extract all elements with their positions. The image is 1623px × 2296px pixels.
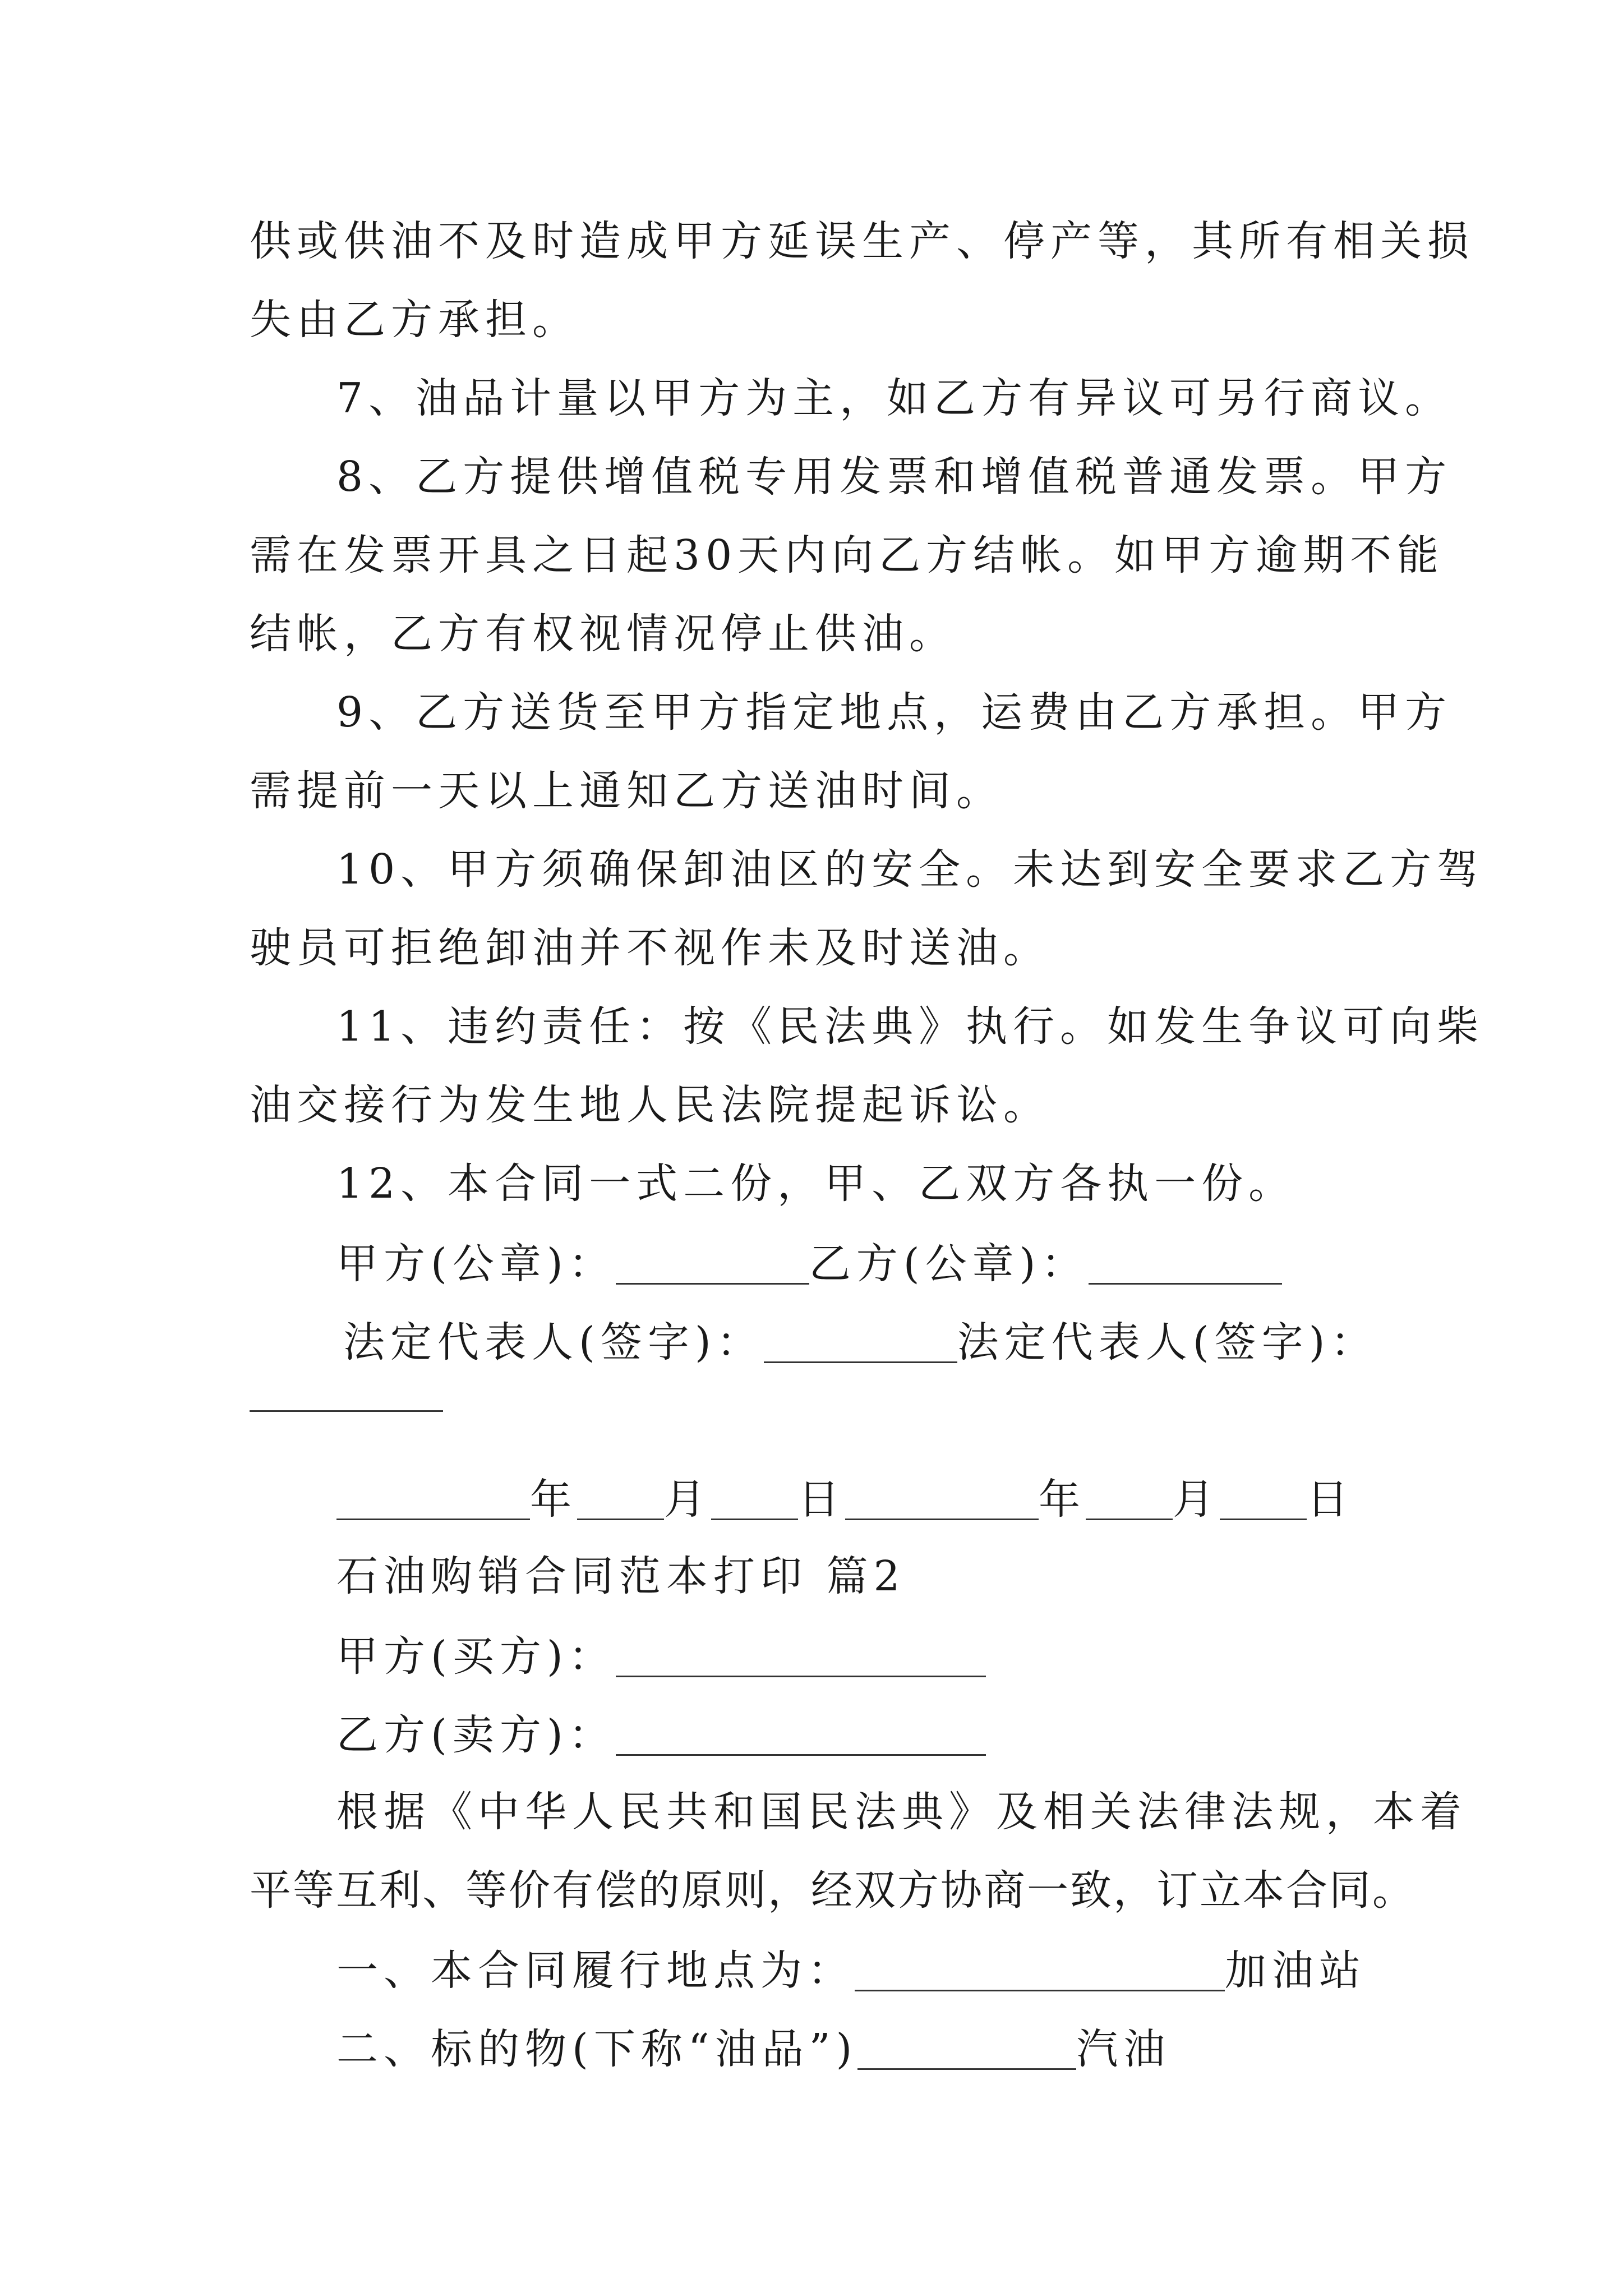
date-a-year-label: 年 [530, 1475, 577, 1524]
clause-8: 8、乙方提供增值税专用发票和增值税普通发票。甲方 [336, 453, 1453, 501]
text-line: 需在发票开具之日起30天内向乙方结帐。如甲方逾期不能 [250, 531, 1445, 579]
text-line: 结帐，乙方有权视情况停止供油。 [250, 610, 956, 658]
text-line: 油交接行为发生地人民法院提起诉讼。 [250, 1081, 1050, 1129]
text-line: 驶员可拒绝卸油并不视作未及时送油。 [250, 924, 1050, 972]
article-1-label: 一、本合同履行地点为： [336, 1947, 855, 1995]
date-b-month-label: 月 [1173, 1475, 1220, 1524]
buyer-label: 甲方(买方)： [336, 1632, 616, 1681]
text-line: 供或供油不及时造成甲方延误生产、停产等，其所有相关损 [250, 217, 1474, 265]
date-b-year-label: 年 [1039, 1475, 1086, 1524]
date-b-month-blank[interactable] [1086, 1477, 1173, 1520]
clause-7: 7、油品计量以甲方为主，如乙方有异议可另行商议。 [336, 374, 1453, 422]
seller-blank[interactable] [616, 1713, 986, 1756]
date-a-year-blank[interactable] [336, 1477, 530, 1520]
buyer-line [336, 1632, 986, 1681]
party-a-seal-blank[interactable] [616, 1241, 809, 1285]
date-b-day-blank[interactable] [1220, 1477, 1307, 1520]
date-a-month-blank[interactable] [577, 1477, 664, 1520]
clause-10: 10、甲方须确保卸油区的安全。未达到安全要求乙方驾 [336, 845, 1484, 894]
party-a-representative-label: 法定代表人(签字)： [343, 1318, 764, 1366]
text-line: 需提前一天以上通知乙方送油时间。 [250, 767, 1003, 815]
goods-blank[interactable] [857, 2027, 1076, 2070]
buyer-blank[interactable] [616, 1634, 986, 1677]
preamble-line: 平等互利、等价有偿的原则，经双方协商一致，订立本合同。 [250, 1866, 1415, 1915]
date-a-month-label: 月 [664, 1475, 711, 1524]
date-a-day-blank[interactable] [711, 1477, 798, 1520]
section-heading: 石油购销合同范本打印 篇2 [336, 1552, 906, 1600]
date-line [336, 1475, 1354, 1524]
clause-12: 12、本合同一式二份，甲、乙双方各执一份。 [336, 1159, 1296, 1208]
party-a-seal-label: 甲方(公章)： [336, 1240, 616, 1288]
article-1-suffix: 加油站 [1225, 1947, 1366, 1995]
article-1 [336, 1947, 1366, 1995]
seller-label: 乙方(卖方)： [336, 1711, 616, 1759]
article-2-label: 二、标的物(下称“油品”) [336, 2025, 858, 2073]
seal-line [336, 1240, 1282, 1288]
party-b-seal-blank[interactable] [1089, 1241, 1282, 1285]
party-b-representative-blank[interactable] [250, 1410, 443, 1412]
party-b-representative-label: 法定代表人(签字)： [957, 1318, 1378, 1366]
representative-line [343, 1318, 1378, 1366]
party-a-representative-blank[interactable] [764, 1320, 957, 1363]
date-b-year-blank[interactable] [845, 1477, 1039, 1520]
location-blank[interactable] [855, 1948, 1225, 1991]
date-a-day-label: 日 [798, 1475, 845, 1524]
clause-9: 9、乙方送货至甲方指定地点，运费由乙方承担。甲方 [336, 688, 1453, 737]
party-b-seal-label: 乙方(公章)： [809, 1240, 1089, 1288]
date-b-day-label: 日 [1307, 1475, 1354, 1524]
clause-11: 11、违约责任：按《民法典》执行。如发生争议可向柴 [336, 1002, 1484, 1051]
article-2 [336, 2025, 1171, 2073]
preamble-line: 根据《中华人民共和国民法典》及相关法律法规，本着 [336, 1788, 1467, 1836]
article-2-suffix: 汽油 [1076, 2025, 1171, 2073]
text-line: 失由乙方承担。 [250, 296, 579, 344]
seller-line [336, 1711, 986, 1759]
